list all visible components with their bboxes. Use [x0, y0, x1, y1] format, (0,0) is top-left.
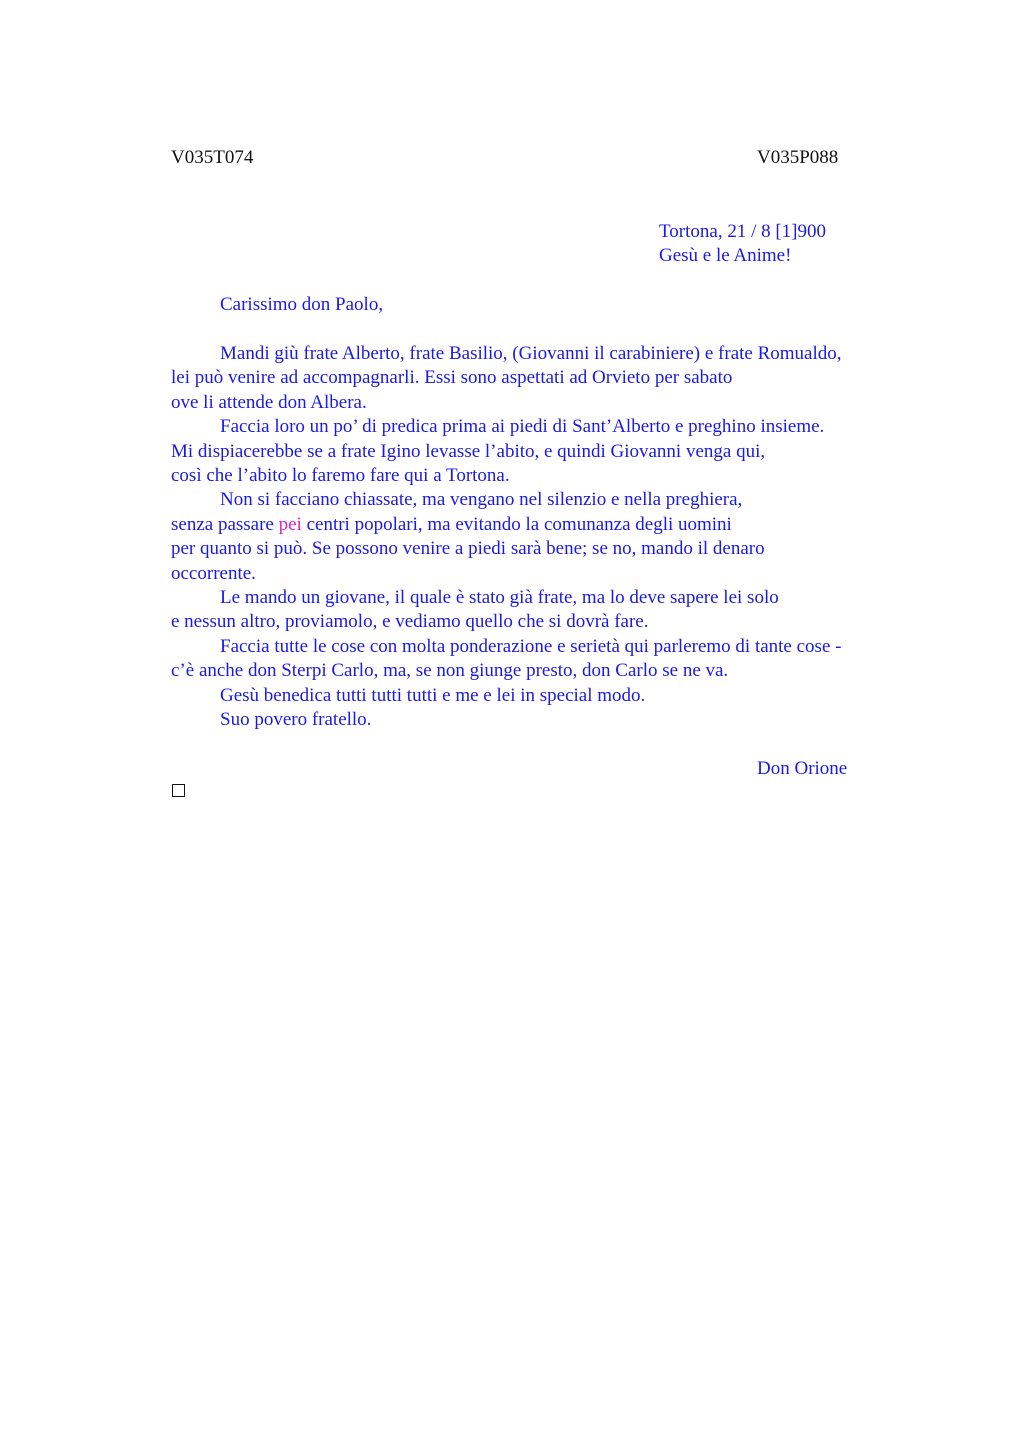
body-line: così che l’abito lo faremo fare qui a Tortona.	[171, 465, 510, 487]
body-line: occorrente.	[171, 562, 256, 584]
body-line: Suo povero fratello.	[220, 709, 372, 731]
body-line: Non si facciano chiassate, ma vengano nel silenzio e nella preghiera,	[220, 489, 743, 511]
body-line: Le mando un giovane, il quale è stato già frate, ma lo deve sapere lei solo	[220, 587, 779, 609]
motto: Gesù e le Anime!	[659, 245, 792, 267]
body-line: e nessun altro, proviamolo, e vediamo quello che si dovrà fare.	[171, 611, 649, 633]
greeting: Carissimo don Paolo,	[220, 294, 384, 315]
body-line: ove li attende don Albera.	[171, 391, 367, 413]
body-line	[171, 513, 911, 537]
body-line: Faccia tutte le cose con molta ponderazione e serietà qui parleremo di tante cose -	[220, 635, 842, 657]
signature: Don Orione	[757, 758, 848, 779]
body-line: Gesù benedica tutti tutti tutti e me e lei in special modo.	[220, 684, 646, 706]
body-text-segment: senza passare	[171, 513, 279, 535]
end-marker-box-icon	[172, 784, 185, 797]
body-line: c’è anche don Sterpi Carlo, ma, se non giunge presto, don Carlo se ne va.	[171, 660, 729, 682]
body-line: Mandi giù frate Alberto, frate Basilio, (Giovanni il carabiniere) e frate Romualdo,	[220, 343, 842, 364]
body-line: Mi dispiacerebbe se a frate Igino levasse l’abito, e quindi Giovanni venga qui,	[171, 440, 766, 462]
body-line: per quanto si può. Se possono venire a piedi sarà bene; se no, mando il denaro	[171, 538, 765, 560]
document-code-right: V035P088	[757, 147, 839, 168]
date-block	[659, 220, 826, 269]
letter-body	[171, 342, 911, 733]
document-code-left: V035T074	[171, 147, 254, 168]
body-line: lei può venire ad accompagnarli. Essi sono aspettati ad Orvieto per sabato	[171, 367, 733, 389]
body-line: Faccia loro un po’ di predica prima ai piedi di Sant’Alberto e preghino insieme.	[220, 416, 825, 438]
highlighted-word: pei	[278, 513, 302, 535]
place-date: Tortona, 21 / 8 [1]900	[659, 221, 827, 242]
body-text-segment: centri popolari, ma evitando la comunanza degli uomini	[301, 513, 732, 535]
